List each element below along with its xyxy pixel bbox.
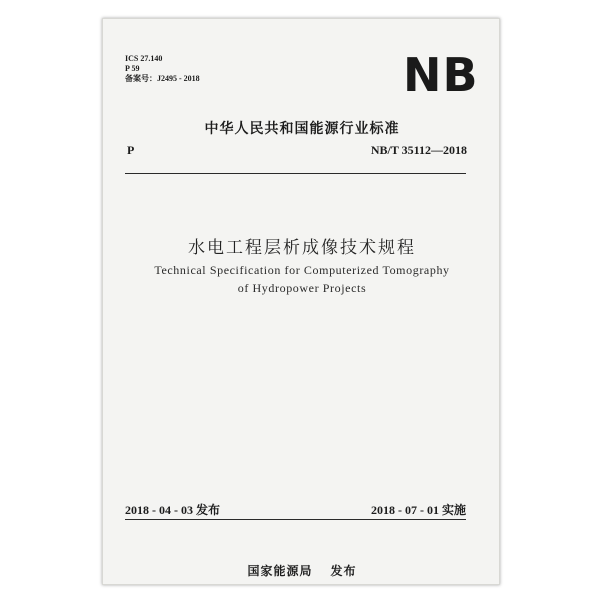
implementation-date: 2018 - 07 - 01 实施: [371, 503, 466, 517]
record-number: 备案号：J2495 - 2018: [125, 74, 200, 83]
issuer-name: 国家能源局: [247, 564, 313, 578]
top-divider: [125, 173, 466, 174]
title-chinese: 水电工程层析成像技术规程: [188, 238, 416, 258]
standard-cover-page: [102, 18, 500, 585]
dates-row: [125, 501, 466, 517]
bottom-divider: [125, 519, 466, 520]
classification-block: [125, 54, 200, 84]
ics-code: ICS 27.140: [125, 54, 163, 63]
category-row: [127, 143, 467, 159]
nb-logo: NB: [403, 48, 479, 102]
title-english-line-2: of Hydropower Projects: [237, 281, 367, 295]
standard-number: NB/T 35112—2018: [370, 143, 467, 157]
ccs-category: P: [127, 143, 135, 157]
title-english: [103, 261, 501, 297]
issuer-line: [103, 562, 501, 579]
issue-date: 2018 - 04 - 03 发布: [125, 503, 220, 517]
title-english-line-1: Technical Specification for Computerized Tomography: [154, 263, 450, 277]
issuer-action: 发布: [330, 564, 357, 578]
industry-standard-heading: 中华人民共和国能源行业标准: [204, 121, 400, 137]
ccs-code: P 59: [125, 64, 140, 73]
